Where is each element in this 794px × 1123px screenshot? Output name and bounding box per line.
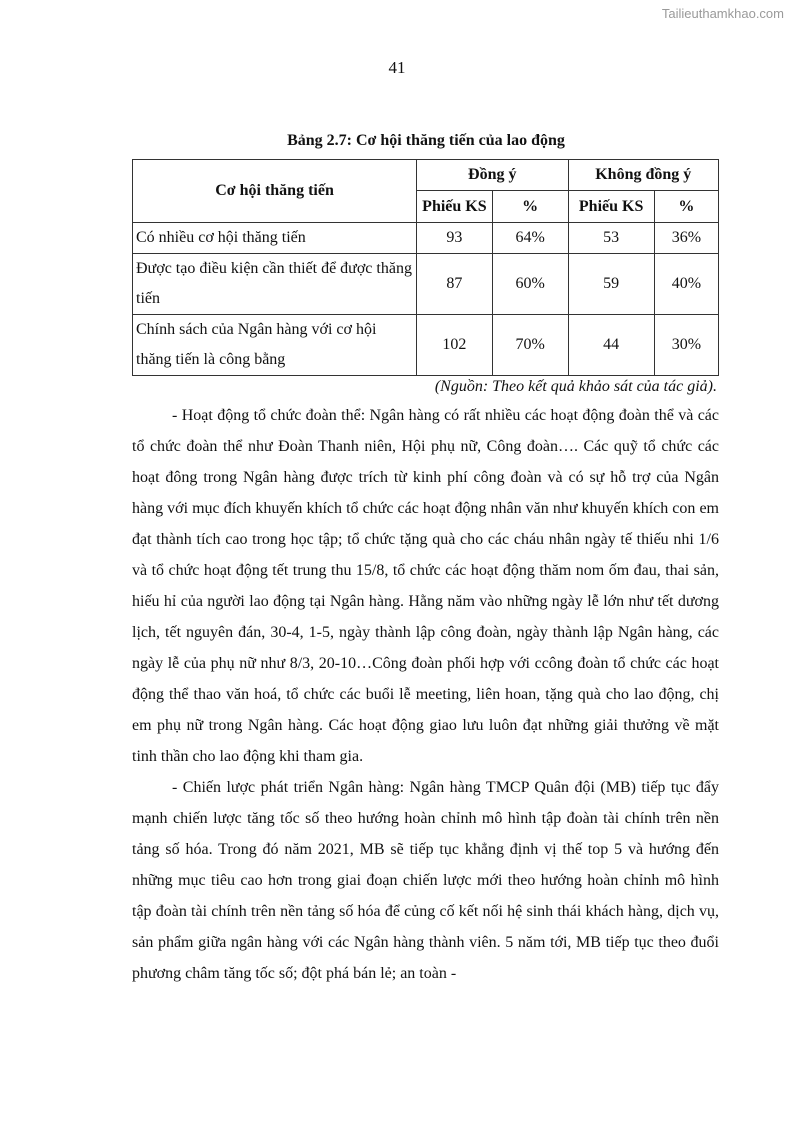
- header-disagree-pct: %: [654, 191, 718, 223]
- row-label: Chính sách của Ngân hàng với cơ hội thăng tiến là công bằng: [133, 315, 417, 376]
- agree-pct: 64%: [492, 223, 568, 254]
- table-row: [133, 223, 719, 254]
- agree-count: 87: [417, 254, 493, 315]
- paragraph-union-activities: - Hoạt động tổ chức đoàn thể: Ngân hàng có rất nhiều các hoạt động đoàn thể và các tổ chức đoàn thể như Đoàn Thanh niên, Hội phụ nữ, Công đoàn…. Các quỹ tổ chức các hoạt đông trong Ngân hàng được trích từ kinh phí công đoàn và có sự hỗ trợ của Ngân hàng với mục đích khuyến khích tổ chức các hoạt động nhân văn như khuyến khích con em đạt thành tích cao trong học tập; tổ chức tặng quà cho các cháu nhân ngày tế thiếu nhi 1/6 và tổ chức hoạt động tết trung thu 15/8, tổ chức các hoạt động thăm nom ốm đau, thai sản, hiếu hỉ của người lao động tại Ngân hàng. Hằng năm vào những ngày lễ lớn như tết dương lịch, tết nguyên đán, 30-4, 1-5, ngày thành lập công đoàn, ngày thành lập Ngân hàng, các ngày lễ của phụ nữ như 8/3, 20-10…Công đoàn phối hợp với ccông đoàn tổ chức các hoạt động thể thao văn hoá, tổ chức các buổi lễ meeting, liên hoan, tặng quà cho lao động, chị em phụ nữ trong Ngân hàng. Các hoạt động giao lưu luôn đạt những giải thưởng về mặt tinh thần cho lao động khi tham gia.: [132, 407, 719, 765]
- page-number: 41: [388, 58, 406, 77]
- row-label: Có nhiều cơ hội thăng tiến: [133, 223, 417, 254]
- disagree-count: 59: [568, 254, 654, 315]
- header-agree-pct: %: [492, 191, 568, 223]
- agree-count: 93: [417, 223, 493, 254]
- survey-table: [132, 159, 719, 376]
- header-agree: Đồng ý: [417, 160, 568, 191]
- body-text: [132, 400, 719, 989]
- agree-pct: 70%: [492, 315, 568, 376]
- disagree-pct: 40%: [654, 254, 718, 315]
- watermark: Tailieuthamkhao.com: [661, 6, 784, 21]
- header-disagree-count: Phiếu KS: [568, 191, 654, 223]
- header-row-label: Cơ hội thăng tiến: [133, 160, 417, 223]
- header-disagree: Không đồng ý: [568, 160, 718, 191]
- disagree-count: 53: [568, 223, 654, 254]
- header-agree-count: Phiếu KS: [417, 191, 493, 223]
- table-source-note: (Nguồn: Theo kết quả khảo sát của tác giả).: [434, 378, 717, 395]
- table-caption: Bảng 2.7: Cơ hội thăng tiến của lao động: [287, 132, 565, 149]
- paragraph-development-strategy: - Chiến lược phát triển Ngân hàng: Ngân hàng TMCP Quân đội (MB) tiếp tục đẩy mạnh chiến lược tăng tốc số theo hướng hoàn chỉnh mô hình tập đoàn tài chính trên nền tảng số hóa. Trong đó năm 2021, MB sẽ tiếp tục khẳng định vị thế top 5 và hướng đến những mục tiêu cao hơn trong giai đoạn chiến lược mới theo hướng hoàn chỉnh mô hình tập đoàn tài chính trên nền tảng số hóa để củng cố kết nối hệ sinh thái khách hàng, dịch vụ, sản phẩm giữa ngân hàng với các Ngân hàng thành viên. 5 năm tới, MB tiếp tục theo đuổi phương châm tăng tốc số; đột phá bán lẻ; an toàn -: [132, 779, 719, 982]
- row-label: Được tạo điều kiện cần thiết để được thăng tiến: [133, 254, 417, 315]
- table-header-row: [133, 160, 719, 191]
- agree-count: 102: [417, 315, 493, 376]
- table-row: [133, 315, 719, 376]
- agree-pct: 60%: [492, 254, 568, 315]
- disagree-pct: 30%: [654, 315, 718, 376]
- disagree-pct: 36%: [654, 223, 718, 254]
- disagree-count: 44: [568, 315, 654, 376]
- table-row: [133, 254, 719, 315]
